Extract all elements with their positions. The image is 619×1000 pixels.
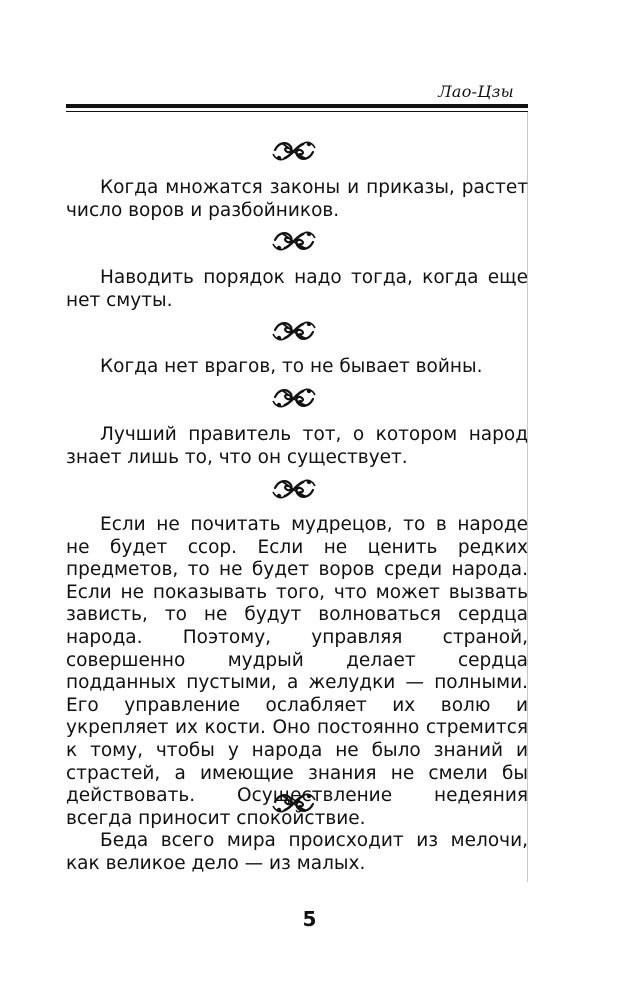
paragraph-3: Когда нет врагов, то не бывает войны. bbox=[100, 356, 483, 377]
header-rule-thick bbox=[66, 104, 528, 108]
paragraph-4: Лучший правитель тот, о котором народ знает лишь то, что он существует. bbox=[66, 424, 528, 468]
paragraph-5: Если не почитать мудрецов, то в народе не будет ссор. Если не ценить редких предметов, то не будет воров среди народа. Если не показывать того, что может вызвать зависть, то не будут волноваться сердца народа. Поэтому, управляя страной, совершенно мудрый делает сердца подданных пустыми, а желудки — полными. Его управление ослабляет их волю и укрепляет их кости. Оно постоянно стремится к тому, чтобы у народа не было знаний и страстей, а имеющие знания не смели бы действовать. Осуществление недеяния всегда приносит спокойствие. bbox=[66, 514, 528, 829]
fleuron-icon bbox=[271, 318, 317, 344]
fleuron-icon bbox=[271, 228, 317, 254]
paragraph-6: Беда всего мира происходит из мелочи, как великое дело — из малых. bbox=[66, 830, 528, 874]
fleuron-icon bbox=[271, 476, 317, 502]
header-rule-thin bbox=[66, 111, 528, 112]
paragraph-2: Наводить порядок надо тогда, когда еще нет смуты. bbox=[66, 267, 528, 311]
paragraph-1: Когда множатся законы и приказы, растет число воров и разбойников. bbox=[66, 177, 528, 221]
fleuron-icon bbox=[271, 790, 317, 816]
running-title: Лао-Цзы bbox=[438, 82, 514, 101]
page-number: 5 bbox=[302, 907, 317, 931]
fleuron-icon bbox=[271, 385, 317, 411]
fleuron-icon bbox=[271, 138, 317, 164]
